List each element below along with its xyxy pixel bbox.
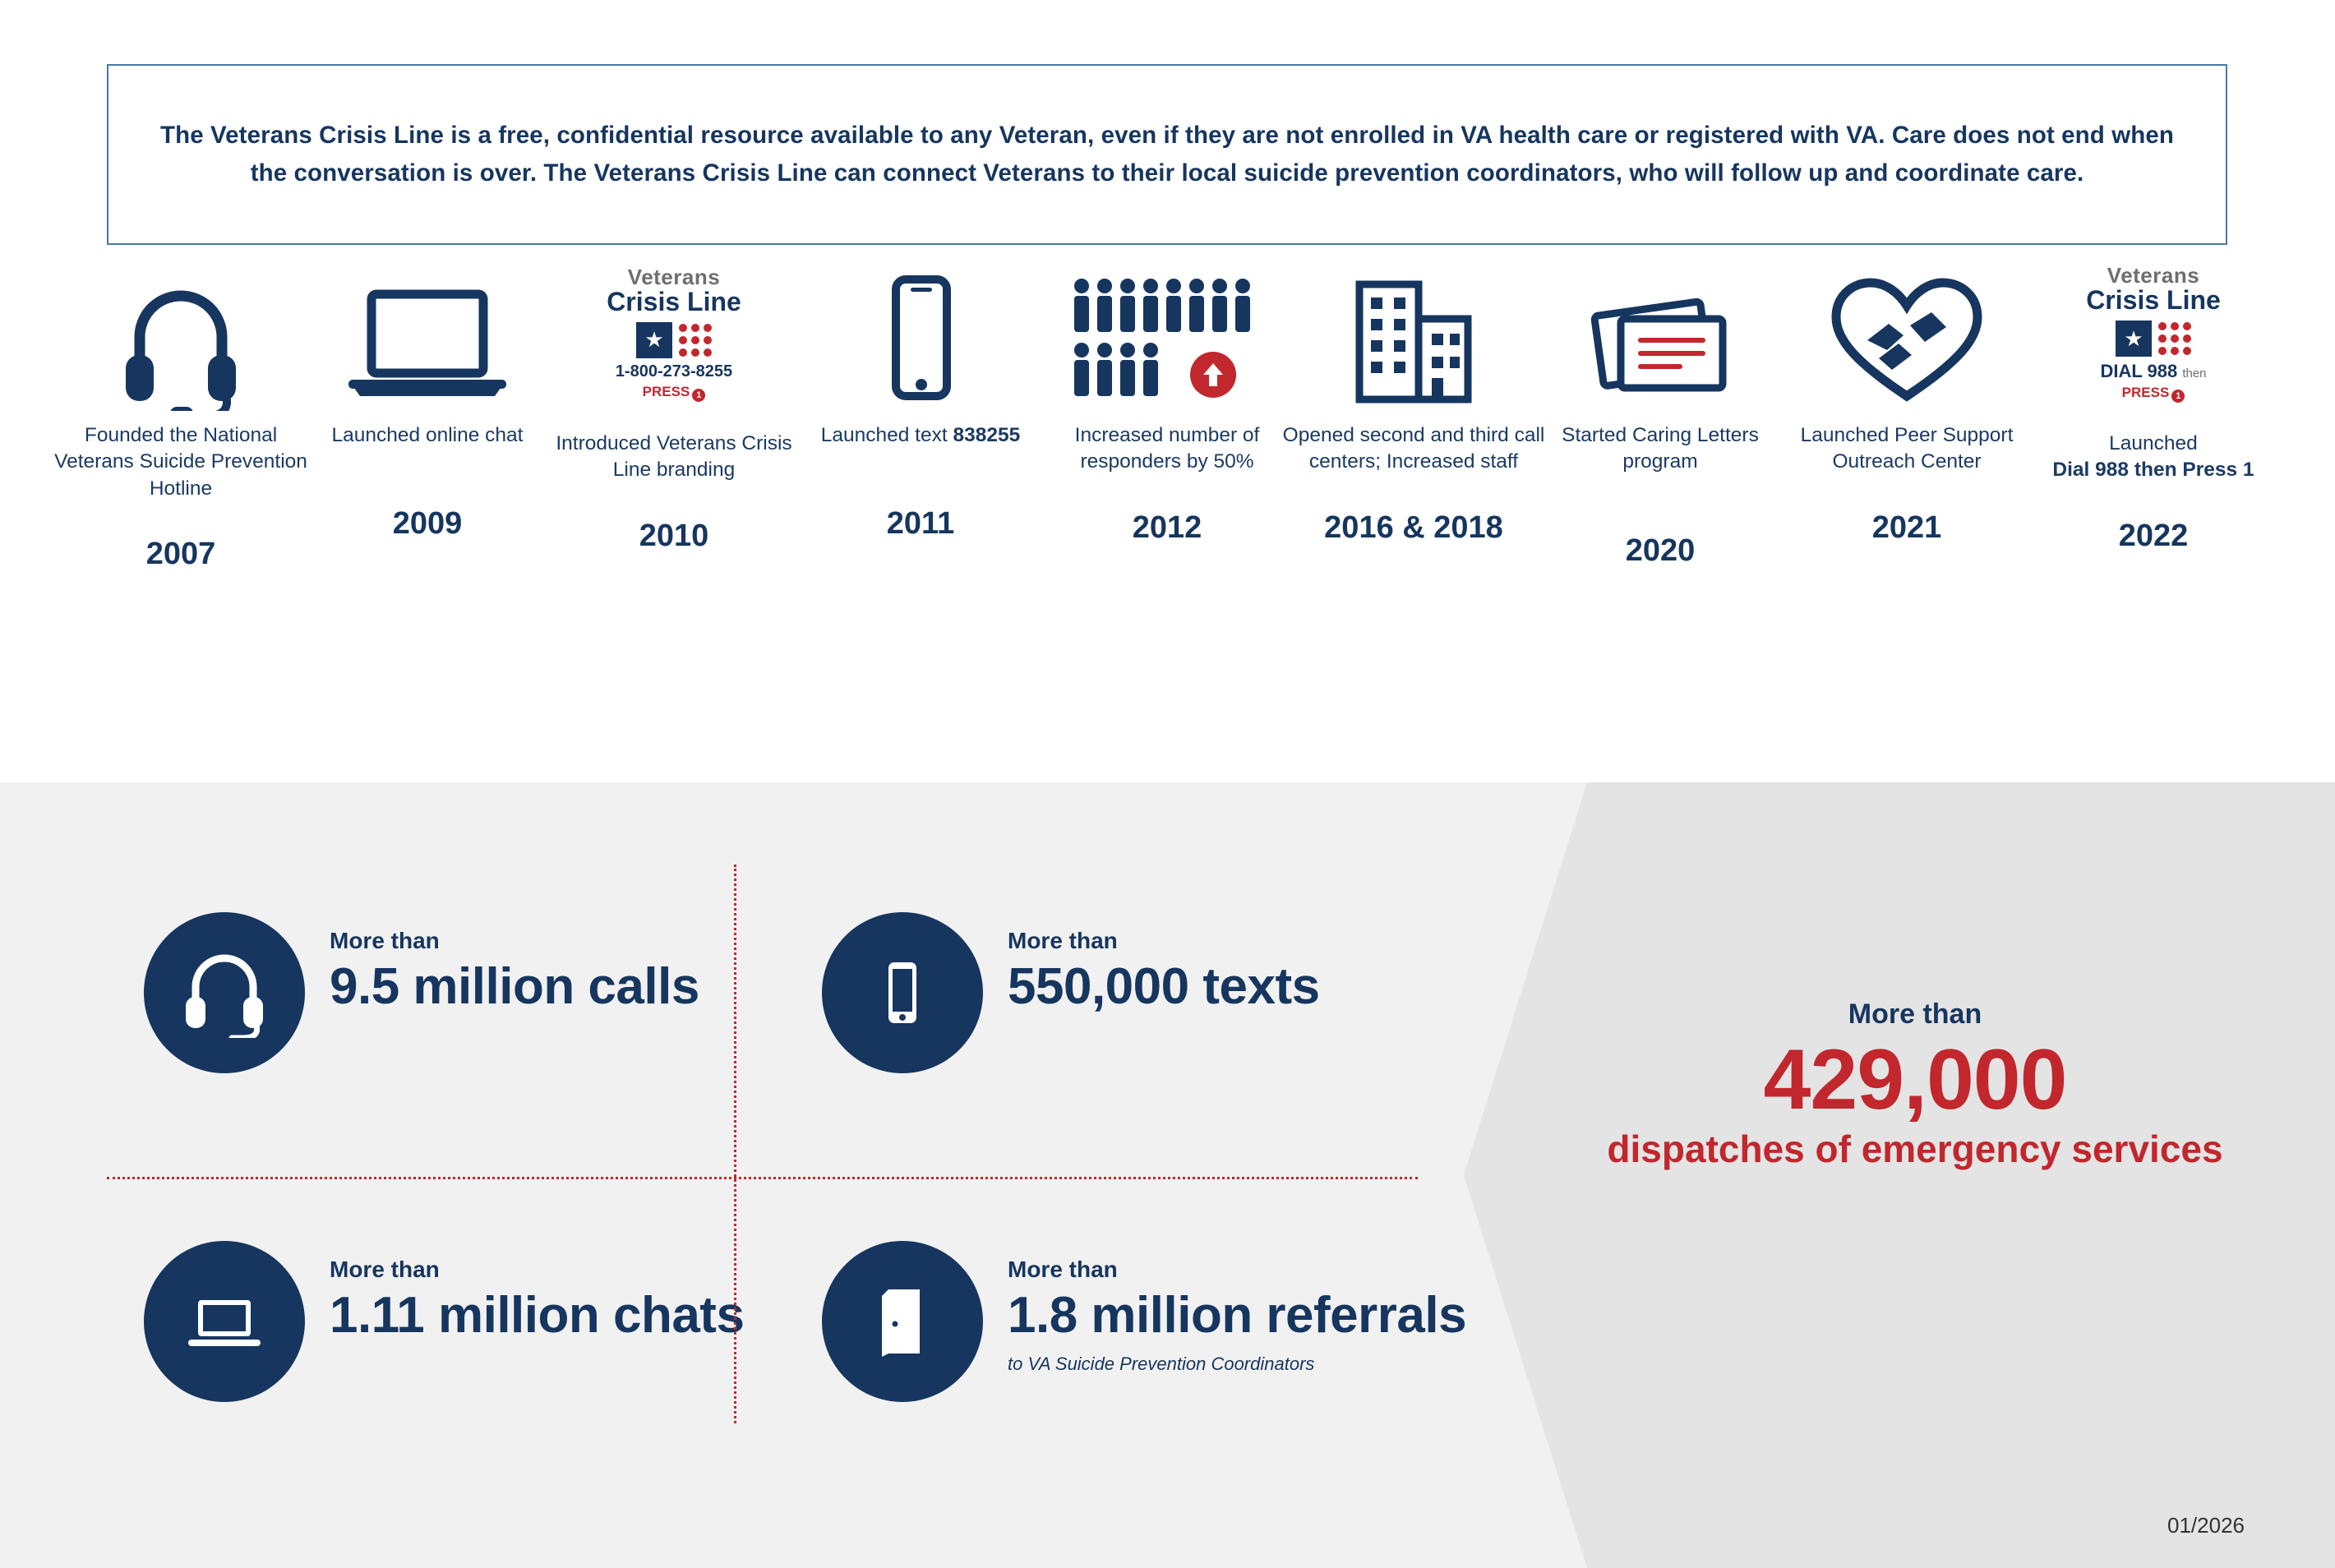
stat-more-label: More than	[1008, 928, 1118, 953]
timeline-item-label	[789, 422, 1052, 449]
timeline-item-2021	[1784, 247, 2030, 546]
timeline-item-2011	[797, 247, 1044, 542]
footer-date: 01/2026	[2167, 1513, 2245, 1538]
timeline-item-year: 2016 & 2018	[1324, 510, 1503, 545]
buildings-icon	[1331, 247, 1496, 411]
timeline-item-label	[2022, 431, 2285, 484]
timeline-item-label: Founded the National Veterans Suicide Prevention Hotline	[54, 424, 307, 500]
laptop-icon	[144, 1241, 305, 1402]
timeline-item-year: 2010	[639, 518, 709, 553]
stat-value: 9.5 million calls	[330, 957, 699, 1015]
stat-more-label: More than	[1008, 1257, 1118, 1282]
timeline-item-label-prefix: Launched	[2109, 432, 2198, 454]
stat-more-label: More than	[330, 928, 440, 953]
logo-word-veterans: Veterans	[2107, 263, 2200, 288]
dots-grid-icon	[2158, 322, 2191, 355]
chevron-background	[1464, 782, 2335, 1568]
press-one-icon: 1	[2171, 390, 2185, 403]
laptop-icon	[345, 247, 510, 411]
veterans-crisis-line-logo-icon	[607, 247, 741, 419]
dispatch-more-label: More than	[1848, 998, 1982, 1030]
logo-dial-then: then	[2182, 367, 2207, 380]
stat-referrals	[822, 1241, 1466, 1402]
dispatch-label: dispatches of emergency services	[1607, 1128, 2223, 1171]
timeline-item-label: Launched Peer Support Outreach Center	[1800, 424, 2014, 473]
stat-value: 550,000 texts	[1008, 957, 1320, 1015]
timeline-item-2012	[1044, 247, 1290, 546]
timeline-item-label-bold: 838255	[953, 424, 1021, 446]
timeline-item-year: 2020	[1625, 533, 1696, 568]
timeline-item-year: 2011	[886, 506, 955, 542]
press-one-icon: 1	[692, 389, 705, 402]
handshake-heart-icon	[1825, 247, 1989, 411]
stat-more-label: More than	[330, 1257, 440, 1282]
timeline-item-2007	[54, 247, 307, 572]
timeline-item-year: 2022	[2118, 518, 2189, 553]
intro-callout	[107, 64, 2227, 245]
timeline-item-2020	[1537, 247, 1784, 569]
stat-value: 1.8 million referrals	[1008, 1286, 1467, 1344]
stats-vertical-divider	[734, 865, 736, 1423]
timeline-item-label-bold: Dial 988 then Press 1	[2052, 459, 2254, 482]
timeline-item-label: Increased number of responders by 50%	[1074, 424, 1260, 473]
stat-subtext: to VA Suicide Prevention Coordinators	[1008, 1353, 1315, 1374]
timeline-item-label: Launched online chat	[331, 424, 524, 446]
timeline-item-year: 2007	[145, 536, 216, 571]
star-badge-icon: ★	[636, 322, 672, 358]
logo-word-crisis-line: Crisis Line	[607, 286, 741, 316]
statistics-panel	[0, 782, 2335, 1568]
timeline-item-label-prefix: Launched text	[820, 424, 953, 446]
timeline	[0, 247, 2335, 772]
logo-press-label: PRESS	[642, 383, 690, 399]
letters-icon	[1578, 247, 1742, 411]
stat-calls	[144, 912, 699, 1073]
logo-dial-988: DIAL 988	[2100, 361, 2178, 381]
stat-value: 1.11 million chats	[330, 1286, 745, 1344]
timeline-item-label: Started Caring Letters program	[1562, 424, 1759, 473]
mobile-phone-icon	[822, 912, 983, 1073]
timeline-item-year: 2021	[1871, 510, 1942, 545]
timeline-item-2016-2018	[1282, 247, 1545, 546]
stat-texts	[822, 912, 1320, 1073]
headset-icon	[144, 912, 305, 1073]
timeline-item-label: Introduced Veterans Crisis Line branding	[556, 432, 792, 482]
logo-word-crisis-line: Crisis Line	[2086, 285, 2221, 315]
timeline-item-label: Opened second and third call centers; Increased staff	[1282, 424, 1545, 473]
intro-callout-text: The Veterans Crisis Line is a free, confidential resource available to any Veteran, even if they are not enrolled in VA health care or registered with VA. Care does not end when the conversation is over. The Veterans Crisis Line can connect Veterans to their local suicide prevention coordinators, who will follow up and coordinate care.	[159, 122, 2174, 187]
timeline-item-year: 2012	[1132, 510, 1202, 545]
mobile-phone-icon	[871, 247, 970, 411]
timeline-item-2009	[304, 247, 551, 542]
headset-icon	[119, 247, 242, 411]
stats-horizontal-divider	[107, 1177, 1418, 1179]
logo-word-veterans: Veterans	[627, 264, 721, 289]
dispatch-number: 429,000	[1763, 1032, 2067, 1128]
timeline-item-2010	[551, 247, 797, 554]
people-group-icon	[1068, 247, 1266, 411]
logo-phone-number: 1-800-273-8255	[615, 362, 733, 380]
dots-grid-icon	[679, 324, 712, 357]
star-badge-icon: ★	[2116, 321, 2152, 357]
timeline-item-2022	[2030, 247, 2277, 554]
stat-chats	[144, 1241, 744, 1402]
veterans-crisis-line-dial988-logo-icon	[2086, 247, 2221, 419]
timeline-item-year: 2009	[392, 506, 463, 542]
dispatch-highlight	[1594, 998, 2236, 1172]
logo-press-label: PRESS	[2121, 385, 2170, 400]
door-icon	[822, 1241, 983, 1402]
